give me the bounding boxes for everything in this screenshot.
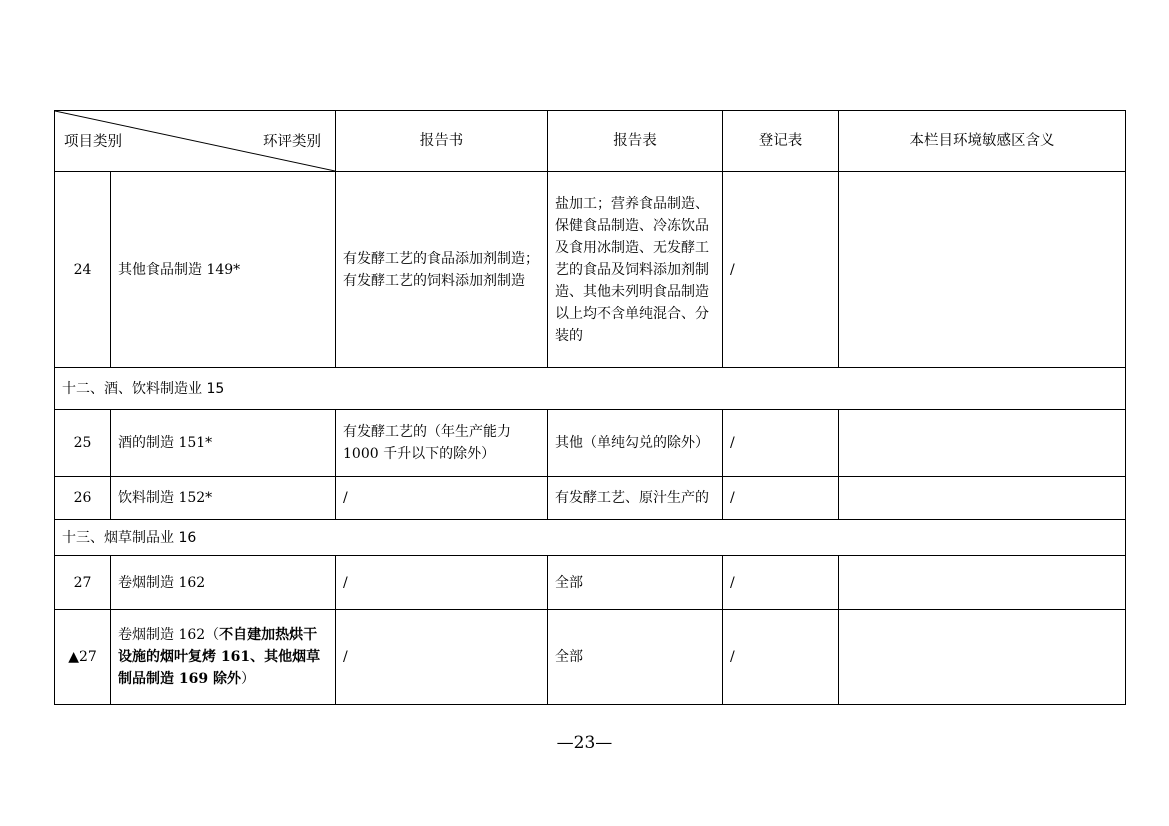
report-book-cell: 有发酵工艺的（年生产能力1000 千升以下的除外）	[336, 410, 548, 477]
item-name: 酒的制造 151*	[111, 410, 336, 477]
report-form-cell: 全部	[548, 556, 723, 610]
registration-cell: /	[723, 477, 839, 520]
table-row	[55, 610, 1126, 705]
report-book-header: 报告书	[336, 111, 548, 172]
table-row	[55, 172, 1126, 368]
item-category-label: 项目类别	[64, 134, 122, 150]
report-form-note: 以上均不含单纯混合、分装的	[555, 305, 709, 344]
report-form-header: 报告表	[548, 111, 723, 172]
sensitive-area-cell	[839, 172, 1126, 368]
item-name-exclusion: 不自建加热烘干设施的烟叶复烤 161、其他烟草制品制造 169 除外	[118, 627, 321, 687]
report-form-cell	[548, 172, 723, 368]
registration-cell: /	[723, 410, 839, 477]
report-form-text: 盐加工；营养食品制造、保健食品制造、冷冻饮品及食用冰制造、无发酵工艺的食品及饲料添加剂制造、其他未列明食品制造	[555, 195, 709, 300]
section-title: 十三、烟草制品业 16	[55, 520, 1126, 556]
report-book-cell: /	[336, 477, 548, 520]
registration-cell: /	[723, 610, 839, 705]
row-number: 24	[55, 172, 111, 368]
page-number: —23—	[556, 733, 613, 753]
report-book-cell: /	[336, 556, 548, 610]
sensitive-area-cell	[839, 410, 1126, 477]
sensitive-area-cell	[839, 556, 1126, 610]
item-name-plain: 卷烟制造 162（	[118, 627, 220, 643]
table-row	[55, 410, 1126, 477]
item-name: 饮料制造 152*	[111, 477, 336, 520]
item-name: 卷烟制造 162	[111, 556, 336, 610]
table-header-row	[55, 111, 1126, 172]
report-book-cell: /	[336, 610, 548, 705]
report-form-cell: 有发酵工艺、原汁生产的	[548, 477, 723, 520]
report-book-cell: 有发酵工艺的食品添加剂制造；有发酵工艺的饲料添加剂制造	[336, 172, 548, 368]
report-form-cell: 全部	[548, 610, 723, 705]
sensitive-area-header: 本栏目环境敏感区含义	[839, 111, 1126, 172]
section-row	[55, 368, 1126, 410]
registration-form-header: 登记表	[723, 111, 839, 172]
item-name: 其他食品制造 149*	[111, 172, 336, 368]
item-name	[111, 610, 336, 705]
row-number: 27	[55, 556, 111, 610]
table-row	[55, 556, 1126, 610]
eia-classification-table	[54, 110, 1126, 705]
table-row	[55, 477, 1126, 520]
registration-cell: /	[723, 172, 839, 368]
section-title: 十二、酒、饮料制造业 15	[55, 368, 1126, 410]
eia-category-label: 环评类别	[263, 134, 321, 150]
section-row	[55, 520, 1126, 556]
diagonal-header-cell	[55, 111, 336, 172]
row-number: 25	[55, 410, 111, 477]
report-form-cell: 其他（单纯勾兑的除外）	[548, 410, 723, 477]
sensitive-area-cell	[839, 610, 1126, 705]
row-number: 26	[55, 477, 111, 520]
sensitive-area-cell	[839, 477, 1126, 520]
item-name-tail: ）	[240, 671, 255, 687]
registration-cell: /	[723, 556, 839, 610]
row-number: ▲27	[55, 610, 111, 705]
